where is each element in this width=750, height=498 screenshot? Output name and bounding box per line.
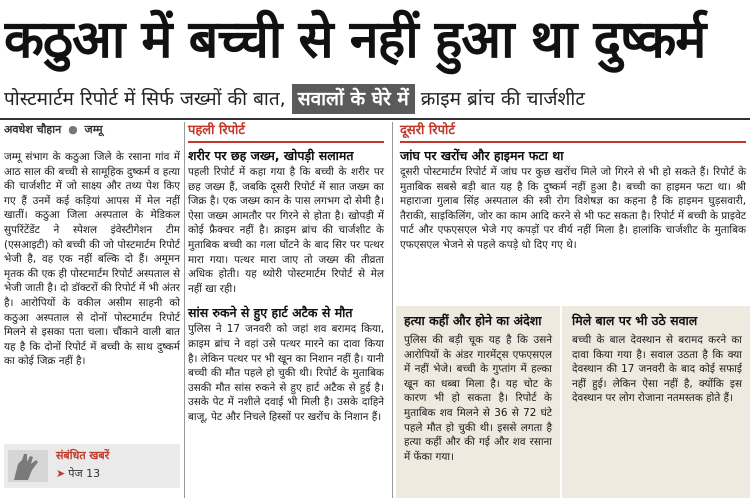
byline-separator: ●: [68, 123, 78, 136]
hair-evidence-text: बच्ची के बाल देवस्थान से बरामद करने का दावा किया गया है। सवाल उठता है कि क्या देवस्थान की 17 जनवरी के बाद कोई सफाई नहीं हुई। लेकिन ऐसा नहीं है, क्योंकि इस देवस्थान पर लोग रोजाना नतमस्तक होते हैं।: [572, 334, 742, 405]
first-report-text-2: पुलिस ने 17 जनवरी को जहां शव बरामद किया, क्राइम ब्रांच ने वहां उसे पत्थर मारने का दावा किया है। लेकिन पत्थर पर भी खून का निशान नहीं है। यानी बच्ची की मौत पहले हो चुकी थी। रिपोर्ट के मुताबिक उसकी मौत सांस रुकने से हुए हार्ट अटैक से हुई है। उसके पेट में नशीले दवाई भी मिली है। उसके दाहिने बाजू, पेट और निचले हिस्सों पर खरोंच के निशान हैं।: [188, 323, 384, 423]
murder-elsewhere-title: हत्या कहीं और होने का अंदेशा: [404, 313, 542, 328]
murder-elsewhere-box: [396, 306, 560, 498]
first-report-column: [188, 122, 384, 498]
related-news-label: संबंधित खबरें: [56, 449, 110, 462]
related-news-page-text: पेज 13: [68, 467, 101, 480]
second-report-tag: दूसरी रिपोर्ट: [400, 122, 746, 143]
first-report-tag: पहली रिपोर्ट: [188, 122, 384, 143]
arrow-right-icon: ➤: [56, 467, 66, 480]
column-divider-1: [184, 122, 185, 498]
subheadline-part1: पोस्टमार्टम रिपोर्ट में सिर्फ जख्मों की बात,: [4, 88, 286, 110]
intro-column: [4, 122, 180, 498]
murder-elsewhere-text: पुलिस की बड़ी चूक यह है कि उसने आरोपियों के अंडर गारमेंट्स एफएसएल में नहीं भेजे। बच्ची के गुप्तांग में हल्का खून का धब्बा मिला है। यह चोट के कारण भी हो सकता है। रिपोर्ट के मुताबिक शव मिलने से 36 से 72 घंटे पहले मौत हो चुकी थी। इससे लगता है हत्या कहीं और की गई और शव रसाना में फेंका गया।: [404, 334, 552, 463]
subheadline-part2: क्राइम ब्रांच की चार्जशीट: [420, 88, 585, 110]
header-rule: [0, 118, 750, 120]
hair-evidence-title: मिले बाल पर भी उठे सवाल: [572, 313, 698, 328]
byline-author: अवधेश चौहान: [4, 123, 62, 136]
related-news-page[interactable]: [56, 466, 100, 481]
column-divider-2: [392, 122, 393, 498]
second-report-column: [400, 122, 746, 308]
headline: कठुआ में बच्ची से नहीं हुआ था दुष्कर्म: [4, 10, 706, 70]
first-report-subtitle-1: शरीर पर छह जख्म, खोपड़ी सलामत: [188, 148, 354, 163]
second-report-subtitle: जांघ पर खरोंच और हाइमन फटा था: [400, 148, 564, 163]
hair-evidence-box: [562, 306, 750, 498]
related-news-box[interactable]: [4, 444, 180, 488]
subheadline-highlight: सवालों के घेरे में: [292, 84, 415, 114]
second-report-text: दूसरी पोस्टमार्टम रिपोर्ट में जांघ पर कुछ खरोंच मिले जो गिरने से भी हो सकते हैं। रिपोर्ट के मुताबिक सबसे बड़ी बात यह है कि दुष्कर्म नहीं हुआ है। बच्ची का हाइमन फटा था। श्री महाराजा गुलाब सिंह अस्पताल की स्त्री रोग विशेषज्ञ का कहना है कि हाइमन घुड़सवारी, तैराकी, साइकिलिंग, जोर का काम आदि करने से भी फट सकता है। रिपोर्ट में बच्ची के प्राइवेट पार्ट और एफएसएल भेजे गए कपड़ों पर वीर्य नहीं मिला है। हालांकि चार्जशीट के मुताबिक एफएसएल भेजने से पहले कपड़े धो दिए गए थे।: [400, 166, 746, 251]
subheadline: [4, 82, 746, 116]
first-report-text-1: पहली रिपोर्ट में कहा गया है कि बच्ची के शरीर पर छह जख्म हैं, जबकि दूसरी रिपोर्ट में सात जख्म का जिक्र है। एक जख्म कान के पास लगभग दो सेमी है। ऐसा जख्म आमतौर पर गिरने से होता है। खोपड़ी में कोई फ्रैक्चर नहीं है। क्राइम ब्रांच की चार्जशीट के मुताबिक बच्ची का गला घोंटने के बाद सिर पर पत्थर मारा गया। पत्थर मारा जाए तो जख्म की तीव्रता अधिक होती। यह थ्योरी पोस्टमार्टम रिपोर्ट से मेल नहीं खा रही।: [188, 166, 384, 295]
byline-place: जम्मू: [84, 123, 103, 136]
intro-text: जम्मू संभाग के कठुआ जिले के रसाना गांव में आठ साल की बच्ची से सामूहिक दुष्कर्म व हत्या की चार्जशीट में जो साक्ष्य और तथ्य पेश किए गए हैं उनमें कई कड़ियां आपस में मेल नहीं खातीं। कठुआ जिला अस्पताल के मेडिकल सुपरिंटेंडेंट ने स्पेशल इंवेस्टीगेशन टीम (एसआइटी) को बच्ची की जो पोस्टमार्टम रिपोर्ट भेजी है, वह एक नहीं बल्कि दो हैं। अमूमन मृतक की एक ही पोस्टमार्टम रिपोर्ट अस्पताल से भेजी जाती है। दो डॉक्टरों की रिपोर्ट में भी अंतर है। आरोपियों के वकील असीम साहनी को कठुआ अस्पताल से दोनों पोस्टमार्टम रिपोर्ट मिलने से इसका पता चला। चौंकाने वाली बात यह है कि दोनों रिपोर्ट में बच्ची के साथ दुष्कर्म का कोई जिक्र नहीं है।: [4, 151, 180, 368]
first-report-subtitle-2: सांस रुकने से हुए हार्ट अटैक से मौत: [188, 305, 353, 321]
hand-silhouette-icon: [8, 450, 48, 482]
byline: [4, 122, 180, 138]
